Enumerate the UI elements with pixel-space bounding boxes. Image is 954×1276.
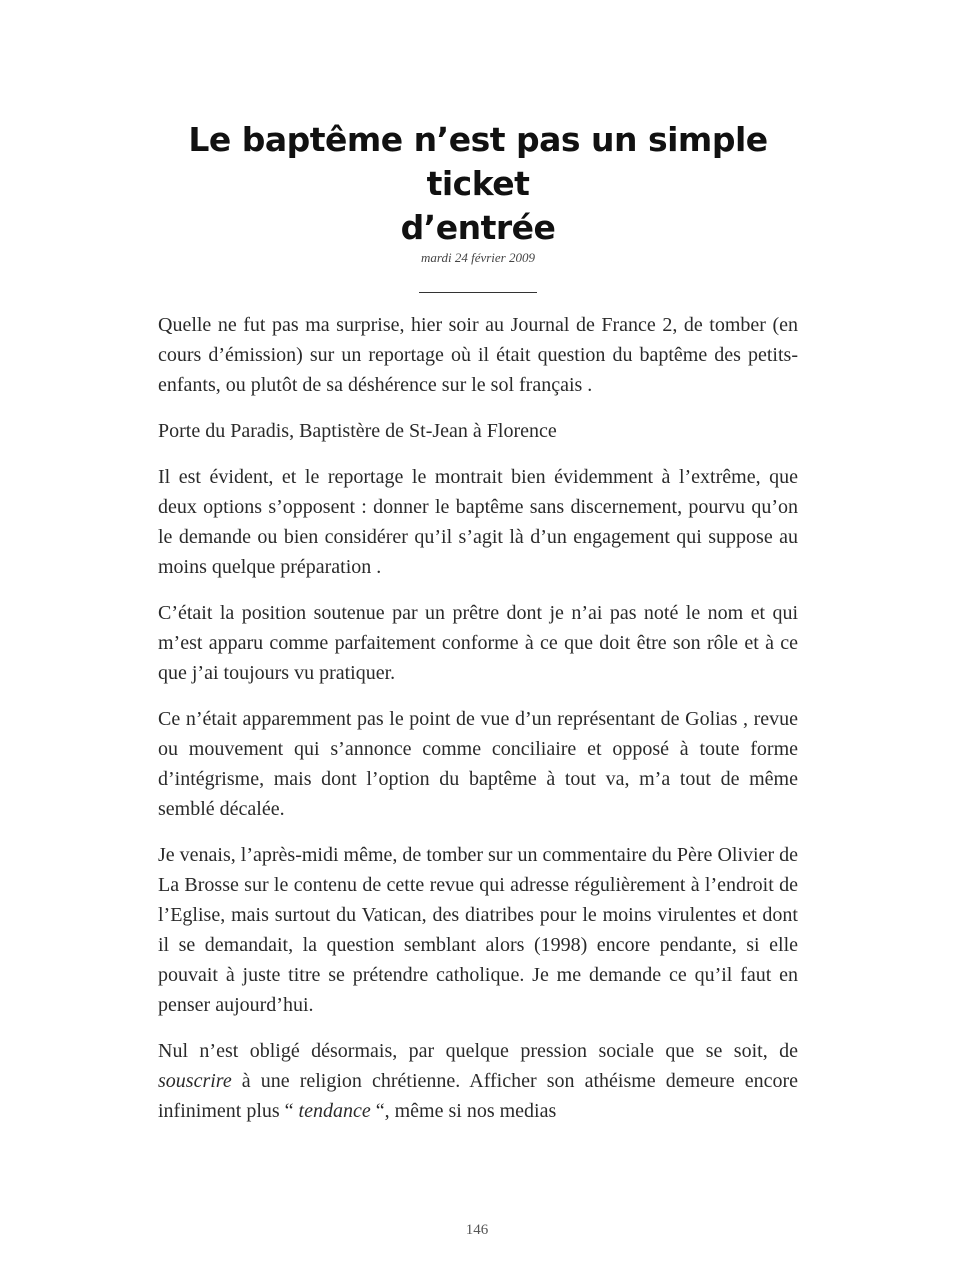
article-title [158,118,798,250]
paragraph-4: C’était la position soutenue par un prêtre dont je n’ai pas noté le nom et qui m’est apparu comme parfaitement conforme à ce que doit être son rôle et à ce que j’ai toujours vu pratiquer. [158,602,798,684]
paragraph-2: Porte du Paradis, Baptistère de St-Jean à Florence [158,420,557,442]
page-number: 146 [465,1222,489,1238]
paragraph-7-emphasis-souscrire: souscrire [158,1070,232,1092]
paragraph-6: Je venais, l’après-midi même, de tomber sur un commentaire du Père Olivier de La Brosse sur le contenu de cette revue qui adresse régulièrement à l’endroit de l’Eglise, mais surtout du Vatican, des diatribes pour le moins virulentes et dont il se demandait, la question semblant alors (1998) encore pendante, si elle pouvait à juste titre se prétendre catholique. Je me demande ce qu’il faut en penser aujourd’hui. [158,844,798,1016]
paragraph-7-text-b: à une religion chrétienne. Afficher son athéisme demeure encore infiniment plus “ [158,1070,798,1122]
title-line-1: Le baptême n’est pas un simple ticket [188,120,768,203]
article-date: mardi 24 février 2009 [421,250,535,265]
title-divider [419,292,537,293]
paragraph-5: Ce n’était apparemment pas le point de vue d’un représentant de Golias , revue ou mouvement qui s’annonce comme conciliaire et opposé à toute forme d’intégrisme, mais dont l’option du baptême à tout va, m’a tout de même semblé décalée. [158,708,798,820]
paragraph-7-text-c: “, même si nos medias [370,1100,557,1122]
document-page [158,118,798,1126]
paragraph-1: Quelle ne fut pas ma surprise, hier soir au Journal de France 2, de tomber (en cours d’émission) sur un reportage où il était question du baptême des petits-enfants, ou plutôt de sa déshérence sur le sol français . [158,314,798,396]
paragraph-3: Il est évident, et le reportage le montrait bien évidemment à l’extrême, que deux options s’opposent : donner le baptême sans discernement, pourvu qu’on le demande ou bien considérer qu’il s’agit là d’un engagement qui suppose au moins quelque préparation . [158,466,798,578]
paragraph-7-emphasis-tendance: tendance [298,1100,371,1122]
title-line-2: d’entrée [400,208,556,247]
paragraph-7 [158,1036,798,1126]
paragraph-7-text-a: Nul n’est obligé désormais, par quelque pression sociale que se soit, de [158,1040,798,1062]
